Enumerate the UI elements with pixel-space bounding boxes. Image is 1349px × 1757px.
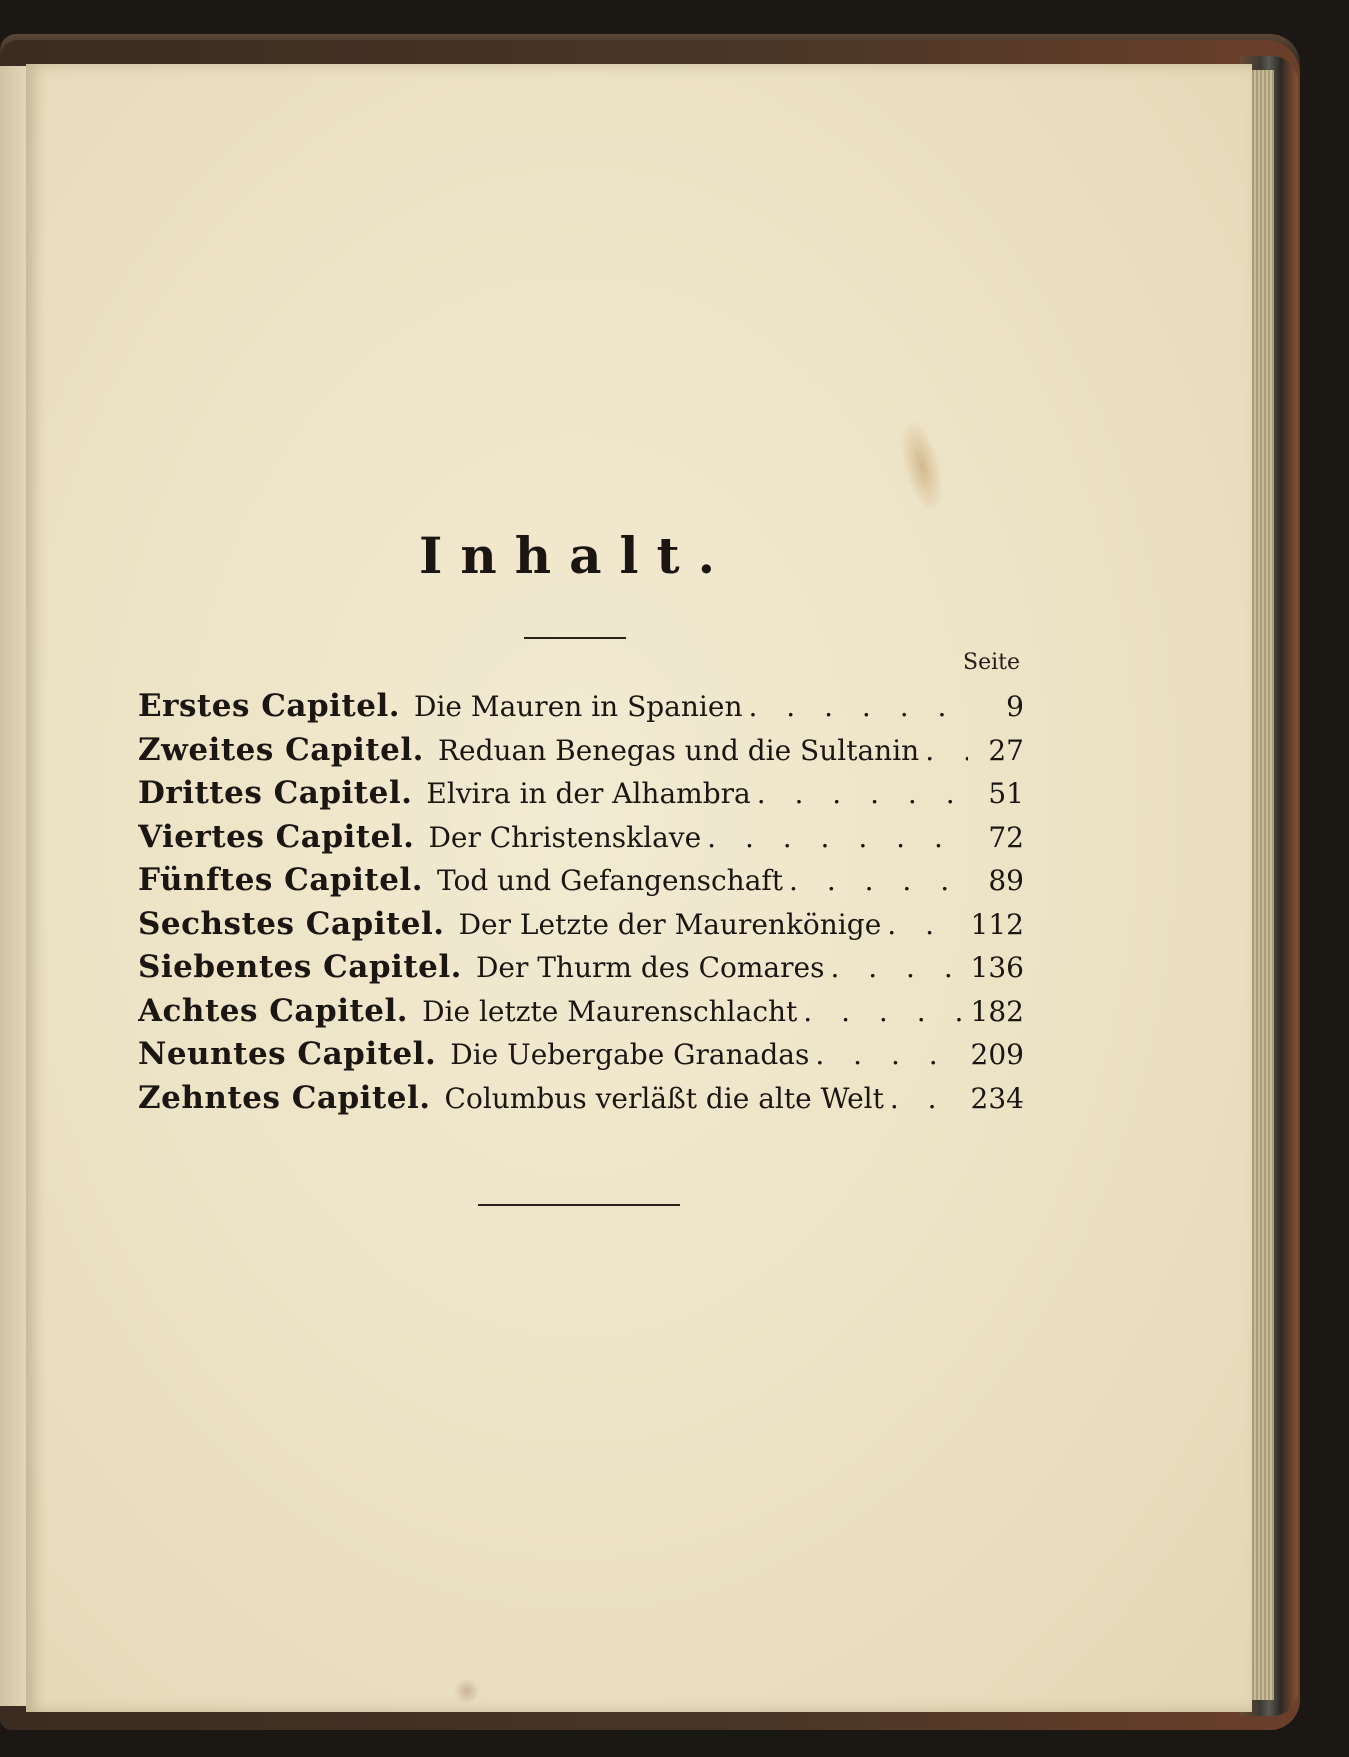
toc-entry [138,1036,1024,1080]
toc-entry [138,993,1024,1037]
chapter-label: Erstes Capitel. [138,688,401,724]
chapter-title: Tod und Gefangenschaft [437,864,784,897]
chapter-label: Zweites Capitel. [138,731,424,768]
chapter-label: Zehntes Capitel. [138,1079,431,1116]
chapter-label: Viertes Capitel. [138,818,415,855]
page-number: 234 [970,1081,1024,1115]
chapter-title: Der Christensklave [428,820,702,854]
chapter-title: Reduan Benegas und die Sultanin [437,733,920,767]
paper-stain [893,415,951,517]
page-number: 182 [970,994,1024,1028]
chapter-label: Neuntes Capitel. [138,1036,437,1072]
paper-spot [454,1678,480,1704]
toc-entry [138,775,1024,819]
toc-entry [138,819,1024,863]
dot-leader [757,777,968,810]
chapter-label: Achtes Capitel. [138,992,409,1029]
facing-page-edge [0,66,28,1706]
end-divider [478,1204,680,1206]
chapter-title: Der Letzte der Maurenkönige [458,907,882,941]
toc-entry [138,1080,1024,1124]
page-stack-edge [1250,70,1274,1700]
chapter-label: Siebentes Capitel. [138,949,462,985]
chapter-title: Elvira in der Alhambra [426,777,751,810]
page-number: 136 [970,951,1024,984]
dot-leader [890,1082,965,1115]
dot-leader [887,908,964,941]
chapter-title: Die Uebergabe Granadas [450,1038,810,1071]
toc-entry [138,862,1024,906]
title-divider [524,637,626,639]
dot-leader [830,951,964,984]
page-title: Inhalt. [419,526,733,585]
page-number: 209 [970,1038,1024,1071]
page-number: 89 [988,864,1024,897]
chapter-label: Fünftes Capitel. [138,862,423,898]
chapter-title: Der Thurm des Comares [475,951,825,984]
page-column-label: Seite [963,650,1020,675]
page-number: 9 [1006,690,1024,723]
dot-leader [707,821,968,854]
toc-entry [138,949,1024,993]
contents-page [26,64,1252,1712]
dot-leader [789,864,968,897]
chapter-label: Drittes Capitel. [138,775,413,811]
chapter-title: Die Mauren in Spanien [414,690,743,723]
dot-leader [748,690,968,723]
toc-entry [138,732,1024,776]
page-number: 72 [988,820,1024,854]
chapter-title: Columbus verläßt die alte Welt [444,1081,884,1115]
toc-entry [138,688,1024,732]
chapter-title: Die letzte Maurenschlacht [422,994,798,1028]
dot-leader [803,995,964,1028]
page-number: 112 [970,907,1024,941]
dot-leader [815,1038,964,1071]
table-of-contents [138,688,1024,1123]
chapter-label: Sechstes Capitel. [138,905,445,942]
toc-entry [138,906,1024,950]
page-number: 51 [988,777,1024,810]
page-number: 27 [988,733,1024,767]
dot-leader [925,734,968,767]
